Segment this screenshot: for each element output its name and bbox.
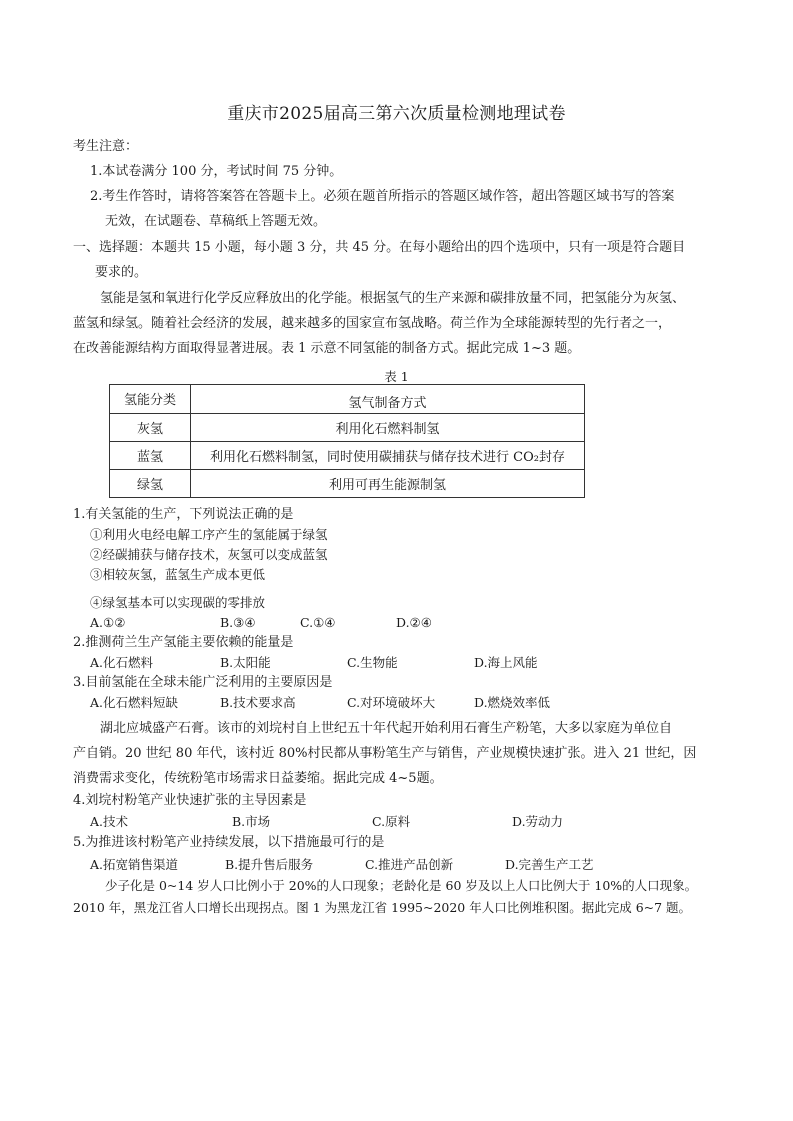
question-3-option-b: B.技术要求高	[220, 695, 296, 710]
section-heading-cont: 要求的。	[95, 265, 148, 280]
question-1-option-b: B.③④	[220, 615, 256, 630]
question-4-option-d: D.劳动力	[512, 814, 564, 829]
question-5-option-b: B.提升售后服务	[225, 857, 314, 872]
question-4-option-b: B.市场	[232, 814, 271, 829]
table-header-row	[110, 385, 585, 414]
table-row	[110, 470, 585, 498]
question-5-option-a: A.拓宽销售渠道	[90, 857, 179, 872]
question-3-option-a: A.化石燃料短缺	[90, 695, 179, 710]
question-3-stem: 3.目前氢能在全球未能广泛利用的主要原因是	[73, 675, 333, 690]
table-cell: 利用化石燃料制氢	[191, 414, 585, 442]
table-row	[110, 414, 585, 442]
passage-1-line-1: 氢能是氢和氧进行化学反应释放出的化学能。根据氢气的生产来源和碳排放量不同，把氢能分为灰氢、	[100, 291, 686, 306]
table-cell: 绿氢	[110, 470, 191, 498]
passage-2-line-1: 湖北应城盛产石膏。该市的刘垸村自上世纪五十年代起开始利用石膏生产粉笔，大多以家庭为单位自	[100, 721, 673, 736]
notice-item-1: 1.本试卷满分 100 分，考试时间 75 分钟。	[90, 164, 343, 179]
notice-item-2-cont: 无效，在试题卷、草稿纸上答题无效。	[105, 214, 327, 229]
question-4-option-c: C.原料	[372, 814, 411, 829]
table-caption: 表 1	[384, 369, 409, 384]
table-header-cell: 氢能分类	[110, 385, 191, 414]
table-header-cell: 氢气制备方式	[191, 385, 585, 414]
table-cell: 利用可再生能源制氢	[191, 470, 585, 498]
table-row	[110, 442, 585, 470]
question-1-statement-1: ①利用火电经电解工序产生的氢能属于绿氢	[90, 527, 328, 542]
passage-3-line-2: 2010 年，黑龙江省人口增长出现拐点。图 1 为黑龙江省 1995~2020 年人口比例堆积图。据此完成 6~7 题。	[73, 900, 692, 915]
question-1-option-c: C.①④	[300, 615, 336, 630]
question-1-statement-3: ③相较灰氢，蓝氢生产成本更低	[90, 567, 266, 582]
section-heading: 一、选择题：本题共 15 小题，每小题 3 分，共 45 分。在每小题给出的四个选项中，只有一项是符合题目	[73, 240, 686, 255]
question-2-option-b: B.太阳能	[220, 655, 271, 670]
question-1-statement-4: ④绿氢基本可以实现碳的零排放	[90, 595, 266, 610]
passage-2-line-3: 消费需求变化，传统粉笔市场需求日益萎缩。据此完成 4~5题。	[73, 771, 443, 786]
question-5-option-d: D.完善生产工艺	[505, 857, 594, 872]
question-4-option-a: A.技术	[90, 814, 129, 829]
question-2-option-a: A.化石燃料	[90, 655, 154, 670]
table-cell: 利用化石燃料制氢，同时使用碳捕获与储存技术进行 CO₂封存	[191, 442, 585, 470]
passage-1-line-3: 在改善能源结构方面取得显著进展。表 1 示意不同氢能的制备方式。据此完成 1~3 题。	[73, 341, 581, 356]
hydrogen-table	[109, 384, 585, 498]
passage-2-line-2: 产自销。20 世纪 80 年代，该村近 80%村民都从事粉笔生产与销售，产业规模快速扩张。进入 21 世纪，因	[73, 746, 697, 761]
notice-heading: 考生注意：	[73, 139, 139, 154]
question-5-option-c: C.推进产品创新	[365, 857, 454, 872]
question-1-option-d: D.②④	[396, 615, 432, 630]
question-3-option-d: D.燃烧效率低	[474, 695, 551, 710]
question-4-stem: 4.刘垸村粉笔产业快速扩张的主导因素是	[73, 793, 307, 808]
question-2-stem: 2.推测荷兰生产氢能主要依赖的能量是	[73, 635, 294, 650]
passage-3-line-1: 少子化是 0~14 岁人口比例小于 20%的人口现象；老龄化是 60 岁及以上人口比例大于 10%的人口现象。	[105, 878, 698, 893]
passage-1-line-2: 蓝氢和绿氢。随着社会经济的发展，越来越多的国家宣布氢战略。荷兰作为全球能源转型的先行者之一，	[73, 316, 672, 331]
question-3-option-c: C.对环境破坏大	[347, 695, 436, 710]
question-1-option-a: A.①②	[90, 615, 126, 630]
table-cell: 灰氢	[110, 414, 191, 442]
question-5-stem: 5.为推进该村粉笔产业持续发展，以下措施最可行的是	[73, 835, 385, 850]
question-2-option-d: D.海上风能	[474, 655, 538, 670]
question-1-statement-2: ②经碳捕获与储存技术，灰氢可以变成蓝氢	[90, 547, 328, 562]
notice-item-2: 2.考生作答时，请将答案答在答题卡上。必须在题首所指示的答题区域作答，超出答题区域书写的答案	[90, 189, 675, 204]
question-2-option-c: C.生物能	[347, 655, 398, 670]
question-1-stem: 1.有关氢能的生产，下列说法正确的是	[73, 507, 294, 522]
table-cell: 蓝氢	[110, 442, 191, 470]
exam-title: 重庆市2025届高三第六次质量检测地理试卷	[227, 104, 566, 124]
